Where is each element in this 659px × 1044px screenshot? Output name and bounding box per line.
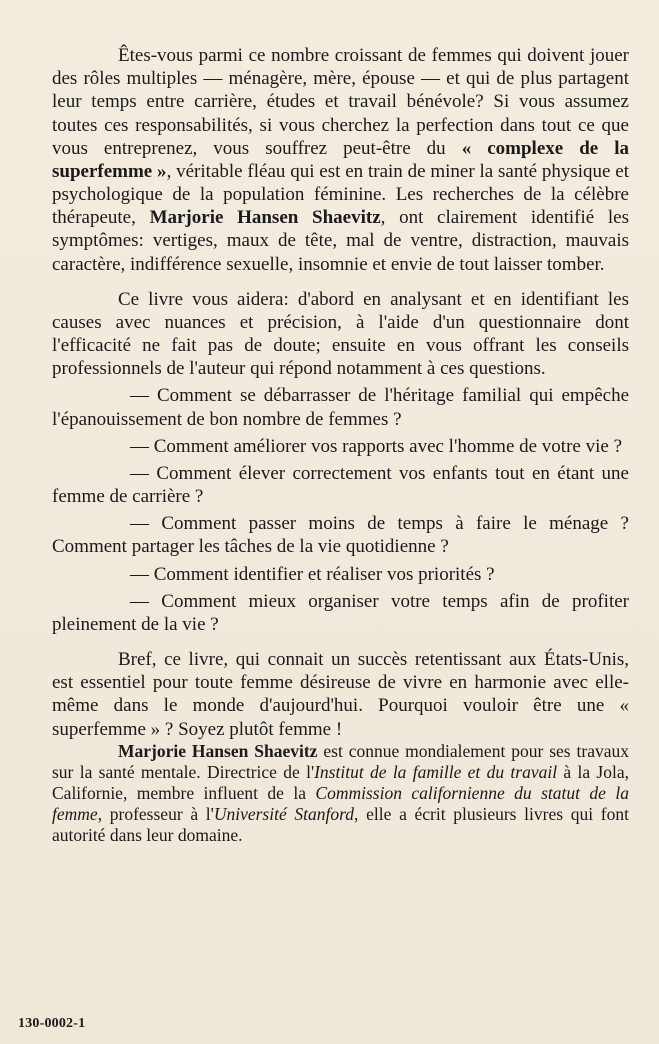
- intro-paragraph: [52, 44, 629, 276]
- description-text: [52, 44, 629, 846]
- question-item: — Comment passer moins de temps à faire le ménage ? Comment partager les tâches de la vie quotidienne ?: [52, 513, 629, 558]
- bio-text-part2: à la Jola, Californie, membre influent de la: [52, 761, 629, 803]
- catalog-code: 130-0002-1: [18, 1016, 86, 1031]
- bio-university: Université Stanford: [213, 803, 355, 824]
- bio-institute: Institut de la famille et du travail: [314, 761, 558, 782]
- question-item: — Comment mieux organiser votre temps afin de profiter pleinement de la vie ?: [52, 590, 629, 635]
- bio-author-name: Marjorie Hansen Shaevitz: [118, 740, 318, 761]
- bio-text-part1: est connue mondialement pour ses travaux sur la santé mentale. Directrice de l': [52, 740, 629, 782]
- help-paragraph: Ce livre vous aidera: d'abord en analysant et en identifiant les causes avec nuances et précision, à l'aide d'un questionnaire dont l'efficacité ne fait pas de doute; ensuite en vous offrant les conseils professionnels de l'auteur qui répond notamment à ces questions.: [52, 288, 629, 380]
- question-item: — Comment identifier et réaliser vos priorités ?: [130, 563, 495, 585]
- intro-bold-term: « complexe de la superfemme »: [52, 137, 630, 182]
- intro-text-part2: , véritable fléau qui est en train de miner la santé physique et psychologique de la population féminine. Les recherches de la célèbre thérapeute,: [52, 160, 629, 229]
- question-item: — Comment élever correctement vos enfants tout en étant une femme de carrière ?: [52, 462, 629, 508]
- bio-text-part4: , elle a écrit plusieurs livres qui font autorité dans leur domaine.: [52, 803, 629, 845]
- intro-text-part1: Êtes-vous parmi ce nombre croissant de femmes qui doivent jouer des rôles multiples — ménagère, mère, épouse — et qui de plus partagent leur temps entre carrière, études et travail bénévole? Si vous assumez toutes ces responsabilités, si vous cherchez la perfection dans tout ce que vous entreprenez, vous souffrez peut-être du: [52, 45, 629, 159]
- intro-text-part3: , ont clairement identifié les symptômes: vertiges, maux de tête, mal de ventre, distraction, mauvais caractère, indifférence sexuelle, insomnie et envie de tout laisser tomber.: [52, 207, 629, 275]
- author-bio-paragraph: [52, 741, 629, 846]
- question-item: — Comment se débarrasser de l'héritage familial qui empêche l'épanouissement de bon nombre de femmes ?: [52, 385, 629, 430]
- bio-text-part3: , professeur à l': [97, 803, 214, 824]
- bio-commission: Commission californienne du statut de la femme: [52, 782, 629, 824]
- intro-author-name: Marjorie Hansen Shaevitz: [149, 207, 381, 229]
- question-item: — Comment améliorer vos rapports avec l'homme de votre vie ?: [130, 435, 622, 457]
- summary-paragraph: Bref, ce livre, qui connait un succès retentissant aux États-Unis, est essentiel pour toute femme désireuse de vivre en harmonie avec elle-même dans le monde d'aujourd'hui. Pourquoi vouloir être une « superfemme » ? Soyez plutôt femme !: [52, 649, 629, 740]
